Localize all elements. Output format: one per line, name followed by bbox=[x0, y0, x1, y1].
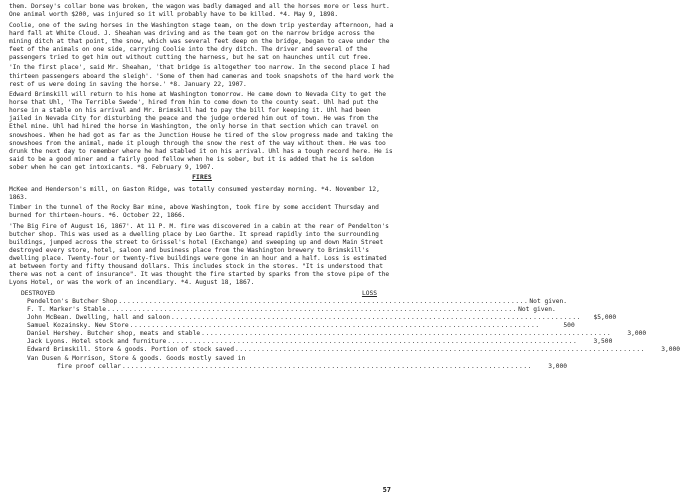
destroyed-column-label: DESTROYED bbox=[21, 289, 55, 297]
paragraph-sheahan-quote: 'In the first place', said Mr. Sheahan, 'that bridge is altogether too narrow. In the second place I had thirteen passengers aboard the sleigh'. 'Some of them had cameras and took snapshots of the hard work the rest of us were doing in saving the horse.' *8. January 22, 1907. bbox=[9, 64, 394, 88]
table-row bbox=[9, 322, 575, 330]
leader-dots: .............................................................................................. bbox=[129, 322, 540, 330]
table-row bbox=[9, 314, 617, 322]
leader-dots: .............................................................................................. bbox=[107, 306, 518, 314]
row-name: John McBean. Dwelling, hall and saloon bbox=[27, 314, 170, 322]
row-name: F. T. Marker's Stable bbox=[27, 306, 107, 314]
row-loss: 3,000 bbox=[548, 362, 568, 370]
paragraph-horse-accident: them. Dorsey's collar bone was broken, the wagon was badly damaged and all the horses more or less hurt. One animal worth $200, was injured so it will probably have to be killed. *4. May 9, 1898. bbox=[9, 3, 390, 19]
row-name: Daniel Hershey. Butcher shop, meats and stable bbox=[27, 330, 201, 338]
loss-table-header bbox=[9, 290, 395, 298]
leader-dots: .............................................................................................. bbox=[118, 297, 529, 305]
row-loss: Not given. bbox=[518, 306, 556, 314]
row-loss: 500 bbox=[563, 322, 575, 330]
table-row bbox=[9, 362, 568, 371]
leader-dots: .............................................................................................. bbox=[234, 346, 646, 354]
paragraph-big-fire: 'The Big Fire of August 16, 1867'. At 11 P. M. fire was discovered in a cabin at the rear of Pendelton's butcher shop. This was used as a dwelling place by Leo Garthe. It spread rapidly into the surrounding buildings, jumped across the street to Grissel's hotel (Exchange) and sweeping up and down Main Street destroyed every store, hotel, saloon and business place from the Washington brewery to Brimskill's dwelling place. Twenty-four or twenty-five buildings were gone in an hour and a half. Loss is estimated at between forty and fifty thousand dollars. This includes stock in the stores. "It is understood that there was not a cent of insurance". It was thought the fire started by sparks from the stove pipe of the Lyons Hotel, or was the work of an incendiary. *4. August 18, 1867. bbox=[9, 222, 390, 287]
row-name: Edward Brimskill. Store & goods. Portion of stock saved bbox=[27, 346, 234, 354]
row-name: Samuel Kozainsky. New Store bbox=[27, 322, 129, 330]
row-loss: 3,500 bbox=[593, 338, 613, 346]
row-loss: $5,000 bbox=[593, 314, 617, 322]
paragraph-mckee-mill: McKee and Henderson's mill, on Gaston Ridge, was totally consumed yesterday morning. *4. November 12, 1863. bbox=[9, 185, 380, 201]
paragraph-coolie-fall: Coolie, one of the swing horses in the Washington stage team, on the down trip yesterday afternoon, had a hard fall at White Cloud. J. Sheahan was driving and as the team got on the narrow bridge across the mining ditch at that point, the snow, which was several feet deep on the bridge, began to cave under the feet of the animals on one side, carrying Coolie into the dry ditch. The driver and several of the passengers tried to get him out without cutting the harness, but he sat on haunches until cut free. bbox=[9, 21, 394, 61]
table-row bbox=[9, 346, 680, 354]
leader-dots: .............................................................................................. bbox=[201, 330, 612, 338]
leader-dots: .............................................................................................. bbox=[171, 314, 582, 322]
leader-dots: .............................................................................................. bbox=[167, 338, 578, 346]
table-row bbox=[9, 297, 568, 306]
fires-heading: FIRES bbox=[192, 174, 212, 182]
table-row bbox=[9, 338, 613, 346]
row-loss: Not given. bbox=[529, 297, 568, 305]
loss-column-label: LOSS bbox=[361, 289, 377, 297]
leader-dots: .............................................................................................. bbox=[121, 362, 533, 370]
table-row bbox=[9, 355, 395, 363]
row-name: fire proof cellar bbox=[57, 362, 121, 370]
row-loss: 3,000 bbox=[627, 330, 647, 338]
loss-table bbox=[9, 297, 680, 371]
table-row bbox=[9, 330, 647, 338]
row-name: Jack Lyons. Hotel stock and furniture bbox=[27, 338, 167, 346]
table-row bbox=[9, 306, 556, 314]
row-loss: 3,000 bbox=[661, 346, 680, 354]
row-name: Van Dusen & Morrison, Store & goods. Goods mostly saved in bbox=[27, 354, 246, 362]
paragraph-rocky-bar: Timber in the tunnel of the Rocky Bar mine, above Washington, took fire by some accident Thursday and burned for thirteen-hours. *6. October 22, 1866. bbox=[9, 204, 379, 220]
row-name: Pendelton's Butcher Shop bbox=[27, 297, 118, 305]
page-number: 57 bbox=[382, 486, 391, 494]
paragraph-brimskill-horse: Edward Brimskill will return to his home at Washington tomorrow. He came down to Nevada City to get the horse that Uhl, 'The Terrible Swede', hired from him to come down to the county seat. Uhl had put the horse in a stable on his arrival and Mr. Brimskill had to pay the bill for keeping it. Uhl had been jailed in Nevada City for disturbing the peace and the judge ordered him out of town. He was from the Ethel mine. Uhl had hired the horse in Washington, the only horse in that section which can travel on snowshoes. When he had got as far as the Junction House he tired of the slow progress made and taking the snowshoes from the animal, made it plough through the snow the rest of the way without them. He was too drunk the next day to remember where he had stabled it on his arrival. Uhl has a tough record here. He is said to be a good miner and a fairly good fellow when he is sober, but it is added that he is seldom sober when he can get intoxicants. *8. February 9, 1907. bbox=[9, 91, 393, 171]
